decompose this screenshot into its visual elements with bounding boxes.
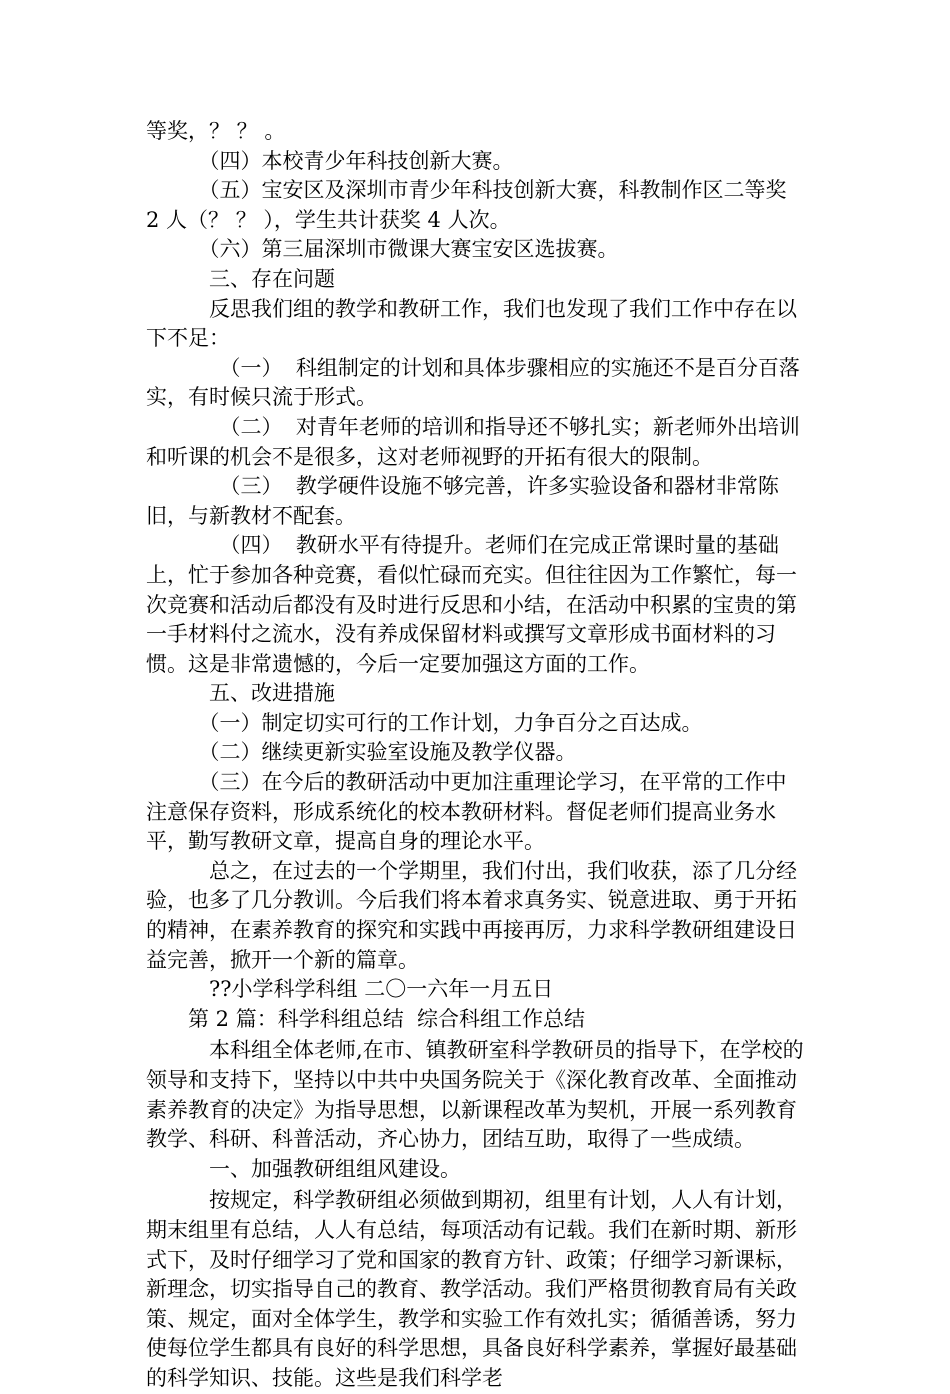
paragraph: 本科组全体老师,在市、镇教研室科学教研员的指导下，在学校的领导和支持下，坚持以中共中央国务院关于《深化教育改革、全面推动素养教育的决定》为指导思想，以新课程改革为契机，开展一系列教育教学、科研、科普活动，齐心协力，团结互助，取得了一些成绩。: [146, 1038, 804, 1152]
paragraph: （一） 科组制定的计划和具体步骤相应的实施还不是百分百落实，有时候只流于形式。: [146, 355, 800, 410]
article-title: 第 2 篇：科学科组总结 综合科组工作总结: [146, 1006, 586, 1031]
paragraph: （六）第三届深圳市微课大赛宝安区选拔赛。: [146, 237, 619, 262]
paragraph: 反思我们组的教学和教研工作，我们也发现了我们工作中存在以下不足：: [146, 296, 797, 351]
paragraph: 等奖，？ ？ 。: [146, 119, 286, 143]
paragraph: （二） 对青年老师的培训和指导还不够扎实；新老师外出培训和听课的机会不是很多，这对老师视野的开拓有很大的限制。: [146, 414, 800, 469]
paragraph: 按规定，科学教研组必须做到期初，组里有计划，人人有计划，期末组里有总结，人人有总结，每项活动有记载。我们在新时期、新形式下，及时仔细学习了党和国家的教育方针、政策；仔细学习新课标，新理念，切实指导自己的教育、教学活动。我们严格贯彻教育局有关政策、规定，面对全体学生，教学和实验工作有效扎实；循循善诱，努力使每位学生都具有良好的科学思想，具备良好科学素养，掌握好最基础的科学知识、技能。这些是我们科学老: [146, 1188, 797, 1390]
paragraph: 总之，在过去的一个学期里，我们付出，我们收获，添了几分经验，也多了几分教训。今后我们将本着求真务实、锐意进取、勇于开拓的精神，在素养教育的探究和实践中再接再厉，力求科学教研组建设日益完善，掀开一个新的篇章。: [146, 858, 797, 972]
paragraph: （二）继续更新实验室设施及教学仪器。: [146, 740, 577, 765]
paragraph: （三） 教学硬件设施不够完善，许多实验设备和器材非常陈旧，与新教材不配套。: [146, 474, 779, 528]
section-heading: 五、改进措施: [146, 681, 335, 706]
section-heading: 一、加强教研组组风建设。: [146, 1156, 461, 1181]
paragraph: （五）宝安区及深圳市青少年科技创新大赛，科教制作区二等奖 2 人（？ ？ ），学生共计获奖 4 人次。: [146, 178, 794, 232]
paragraph: （三）在今后的教研活动中更加注重理论学习，在平常的工作中注意保存资料，形成系统化的校本教研材料。督促老师们提高业务水平，勤写教研文章，提高自身的理论水平。: [146, 770, 787, 854]
signature-line: ??小学科学科组 二〇一六年一月五日: [146, 977, 554, 1002]
paragraph: （四） 教研水平有待提升。老师们在完成正常课时量的基础上，忙于参加各种竞赛，看似忙碌而充实。但往往因为工作繁忙，每一次竞赛和活动后都没有及时进行反思和小结，在活动中积累的宝贵的第一手材料付之流水，没有养成保留材料或撰写文章形成书面材料的习惯。这是非常遗憾的，今后一定要加强这方面的工作。: [146, 533, 797, 676]
paragraph: （四）本校青少年科技创新大赛。: [146, 148, 514, 173]
paragraph: （一）制定切实可行的工作计划，力争百分之百达成。: [146, 710, 703, 735]
document-body: [146, 117, 806, 1394]
section-heading: 三、存在问题: [146, 266, 335, 291]
